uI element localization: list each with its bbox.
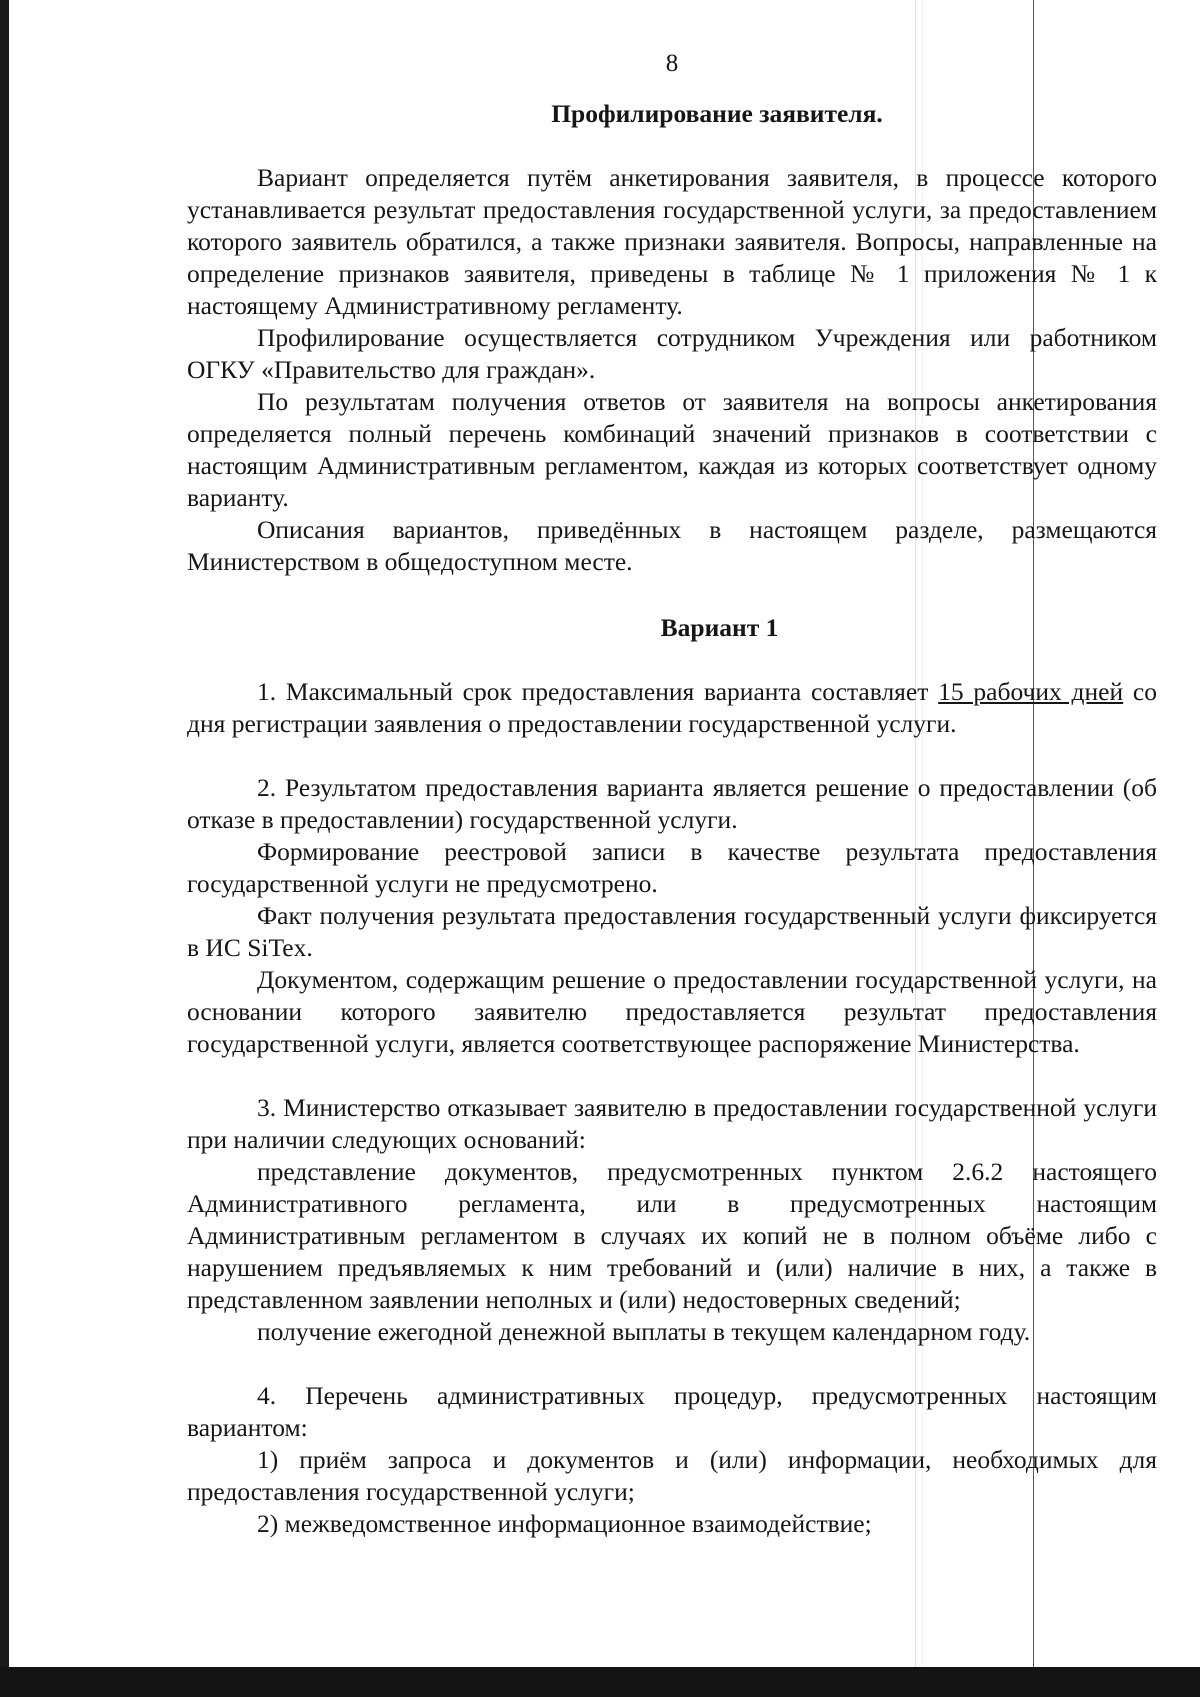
scan-border-left xyxy=(0,0,9,1697)
paragraph: По результатам получения ответов от заявителя на вопросы анкетирования определяется полный перечень комбинаций значений признаков в соответствии с настоящим Административным регламентом, каждая из которых соответствует одному варианту. xyxy=(187,387,1157,512)
page-number: 8 xyxy=(665,50,679,77)
item-1-text-end: со дня регистрации заявления о предоставлении государственной услуги. xyxy=(187,677,1157,738)
paragraph: Профилирование осуществляется сотрудником Учреждения или работником ОГКУ «Правительство для граждан». xyxy=(187,323,1157,384)
paragraph: Документом, содержащим решение о предоставлении государственной услуги, на основании которого заявителю предоставляется результат предоставления государственной услуги, является соответствующее распоряжение Министерства. xyxy=(187,965,1157,1058)
item-1-paragraph xyxy=(187,676,1157,740)
item-2-paragraph: 2. Результатом предоставления варианта является решение о предоставлении (об отказе в предоставлении) государственной услуги. xyxy=(187,773,1157,834)
spacer xyxy=(187,740,1157,772)
list-item: 1) приём запроса и документов и (или) информации, необходимых для предоставления государственной услуги; xyxy=(187,1445,1157,1506)
spacer xyxy=(187,1060,1157,1092)
scan-border-bottom xyxy=(0,1667,1200,1697)
spacer xyxy=(187,1348,1157,1380)
item-1-text: 1. Максимальный срок предоставления варианта составляет xyxy=(257,677,939,706)
section-title: Профилирование заявителя. xyxy=(551,99,883,128)
item-4-paragraph: 4. Перечень административных процедур, предусмотренных настоящим вариантом: xyxy=(187,1381,1157,1442)
paragraph: получение ежегодной денежной выплаты в текущем календарном году. xyxy=(257,1317,1031,1346)
paragraph: Вариант определяется путём анкетирования заявителя, в процессе которого устанавливается результат предоставления государственной услуги, за предоставлением которого заявитель обратился, а также признаки заявителя. Вопросы, направленные на определение признаков заявителя, приведены в таблице № 1 приложения № 1 к настоящему Административному регламенту. xyxy=(187,163,1157,320)
document-body xyxy=(187,48,1157,1540)
paragraph: Факт получения результата предоставления государственный услуги фиксируется в ИС SiTex. xyxy=(187,901,1157,962)
item-1-deadline: 15 рабочих дней xyxy=(938,677,1124,706)
paragraph: Формирование реестровой записи в качестве результата предоставления государственной услуги не предусмотрено. xyxy=(187,837,1157,898)
paragraph: представление документов, предусмотренных пунктом 2.6.2 настоящего Административного регламента, или в предусмотренных настоящим Административным регламентом в случаях их копий не в полном объёме либо с нарушением предъявляемых к ним требований и (или) наличие в них, а также в представленном заявлении неполных и (или) недостоверных сведений; xyxy=(187,1157,1157,1314)
list-item: 2) межведомственное информационное взаимодействие; xyxy=(257,1509,872,1538)
variant-title: Вариант 1 xyxy=(660,613,779,642)
paragraph: Описания вариантов, приведённых в настоящем разделе, размещаются Министерством в общедоступном месте. xyxy=(187,515,1157,576)
item-3-paragraph: 3. Министерство отказывает заявителю в предоставлении государственной услуги при наличии следующих оснований: xyxy=(187,1093,1157,1154)
